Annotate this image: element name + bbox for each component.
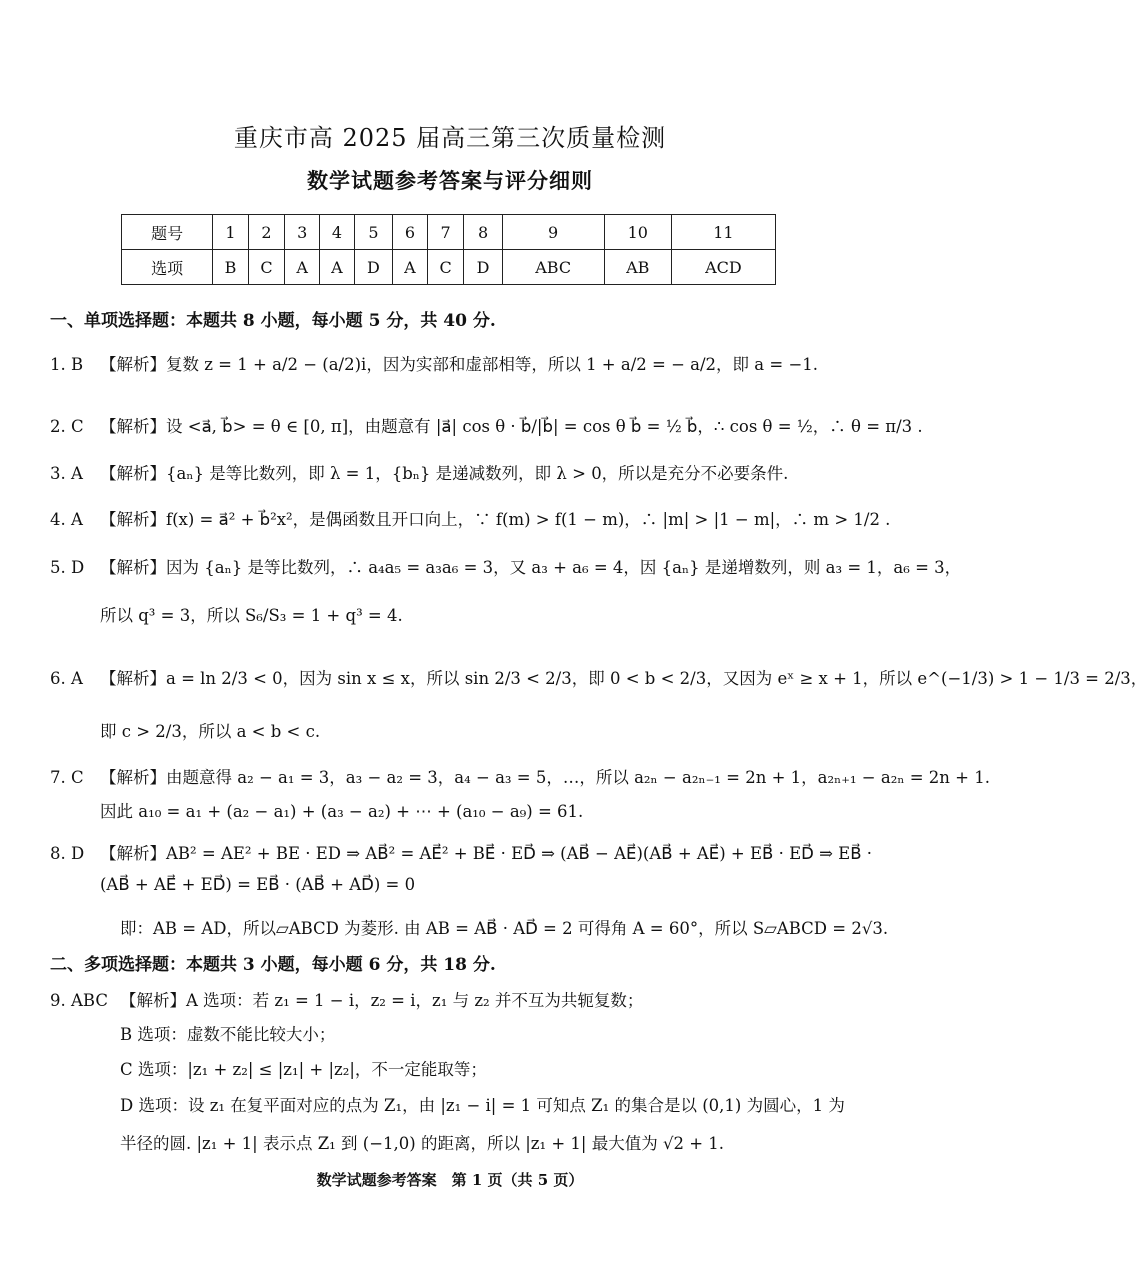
table-header-cell: 题号: [122, 215, 213, 250]
solution-q4: [50, 506, 891, 530]
solution-text: 【解析】由题意得 a₂ − a₁ = 3，a₃ − a₂ = 3，a₄ − a₃ = 5，…，所以 a₂ₙ − a₂ₙ₋₁ = 2n + 1，a₂ₙ₊₁ − a₂ₙ = 2n + 1.: [100, 768, 990, 787]
question-number: 6. A: [50, 669, 83, 688]
solution-q9-option-d: D 选项：设 z₁ 在复平面对应的点为 Z₁，由 |z₁ − i| = 1 可知点 Z₁ 的集合是以 (0,1) 为圆心，1 为: [120, 1096, 845, 1115]
solution-q9-option-c: C 选项：|z₁ + z₂| ≤ |z₁| + |z₂|，不一定能取等；: [120, 1060, 487, 1079]
page-subtitle: 数学试题参考答案与评分细则: [307, 168, 593, 193]
answer-cell: ACD: [671, 250, 775, 285]
solution-text: 【解析】A 选项：若 z₁ = 1 − i，z₂ = i，z₁ 与 z₂ 并不互为共轭复数；: [120, 991, 644, 1010]
question-number-cell: 3: [285, 215, 320, 250]
question-number-cell: 10: [604, 215, 671, 250]
answer-cell: A: [285, 250, 320, 285]
question-number: 2. C: [50, 417, 84, 436]
solution-text: 【解析】复数 z = 1 + a/2 − (a/2)i，因为实部和虚部相等，所以 1 + a/2 = − a/2，即 a = −1.: [100, 355, 819, 374]
question-number-cell: 5: [354, 215, 392, 250]
question-number-cell: 4: [320, 215, 355, 250]
solution-q7: [50, 764, 990, 788]
solution-q9: [50, 987, 855, 1011]
solution-q9-option-d-continued: 半径的圆. |z₁ + 1| 表示点 Z₁ 到 (−1,0) 的距离，所以 |z₁ + 1| 最大值为 √2 + 1.: [120, 1134, 725, 1153]
question-number-cell: 2: [248, 215, 285, 250]
question-number-cell: 9: [502, 215, 604, 250]
answer-cell: A: [320, 250, 355, 285]
question-number: 7. C: [50, 768, 84, 787]
answer-table: [121, 214, 776, 285]
solution-text: 【解析】因为 {aₙ} 是等比数列，∴ a₄a₅ = a₃a₆ = 3，又 a₃ + a₆ = 4，因 {aₙ} 是递增数列，则 a₃ = 1，a₆ = 3，: [100, 558, 962, 577]
solution-q8-continued: (AB⃗ + AE⃗ + ED⃗) = EB⃗ · (AB⃗ + AD⃗) = 0: [100, 875, 416, 894]
solution-q7-continued: 因此 a₁₀ = a₁ + (a₂ − a₁) + (a₃ − a₂) + ⋯ + (a₁₀ − a₉) = 61.: [100, 802, 584, 821]
question-number: 3. A: [50, 464, 83, 483]
solution-q9-option-b: B 选项：虚数不能比较大小；: [120, 1025, 336, 1044]
page-title: 重庆市高 2025 届高三第三次质量检测: [233, 124, 667, 152]
solution-q6: [50, 665, 1147, 689]
table-header-cell: 选项: [122, 250, 213, 285]
answer-table-answer-row: [122, 250, 776, 285]
section-heading-multiple-choice: 二、多项选择题：本题共 3 小题，每小题 6 分，共 18 分.: [50, 955, 496, 975]
answer-cell: C: [248, 250, 285, 285]
question-number: 4. A: [50, 510, 83, 529]
answer-cell: D: [464, 250, 502, 285]
solution-text: 【解析】f(x) = a⃗² + b⃗²x²，是偶函数且开口向上，∵ f(m) > f(1 − m)，∴ |m| > |1 − m|，∴ m > 1/2 .: [100, 510, 891, 529]
question-number: 5. D: [50, 558, 85, 577]
answer-cell: B: [213, 250, 248, 285]
solution-q8-conclusion: 即：AB = AD，所以▱ABCD 为菱形. 由 AB = AB⃗ · AD⃗ = 2 可得角 A = 60°，所以 S▱ABCD = 2√3.: [120, 919, 889, 938]
answer-table-number-row: [122, 215, 776, 250]
solution-text: 【解析】设 <a⃗, b⃗> = θ ∈ [0, π]，由题意有 |a⃗| cos θ · b⃗/|b⃗| = cos θ b⃗ = ½ b⃗，∴ cos θ = ½，∴ θ = π/3 .: [100, 417, 923, 436]
solution-q2: [50, 413, 923, 437]
question-number-cell: 8: [464, 215, 502, 250]
question-number: 1. B: [50, 355, 84, 374]
question-number-cell: 6: [393, 215, 428, 250]
answer-cell: A: [393, 250, 428, 285]
solution-text: 【解析】a = ln 2/3 < 0，因为 sin x ≤ x，所以 sin 2/3 < 2/3，即 0 < b < 2/3，又因为 eˣ ≥ x + 1，所以 e^(−1/3) > 1 − 1/3 = 2/3，: [100, 669, 1147, 688]
answer-cell: D: [354, 250, 392, 285]
section-heading-single-choice: 一、单项选择题：本题共 8 小题，每小题 5 分，共 40 分.: [50, 311, 496, 331]
solution-q5: [50, 554, 962, 578]
page-footer: 数学试题参考答案 第 1 页（共 5 页）: [316, 1171, 584, 1189]
question-number: 9. ABC: [50, 991, 108, 1010]
question-number-cell: 7: [427, 215, 464, 250]
answer-cell: C: [427, 250, 464, 285]
solution-q6-continued: 即 c > 2/3，所以 a < b < c.: [100, 722, 321, 741]
answer-cell: ABC: [502, 250, 604, 285]
solution-q5-continued: 所以 q³ = 3，所以 S₆/S₃ = 1 + q³ = 4.: [100, 606, 403, 625]
answer-cell: AB: [604, 250, 671, 285]
question-number-cell: 11: [671, 215, 775, 250]
solution-q1: [50, 351, 855, 375]
question-number: 8. D: [50, 844, 85, 863]
solution-q3: [50, 460, 855, 484]
solution-text: 【解析】AB² = AE² + BE · ED ⇒ AB⃗² = AE⃗² + BE⃗ · ED⃗ ⇒ (AB⃗ − AE⃗)(AB⃗ + AE⃗) + EB⃗ · ED⃗ ⇒ EB⃗ ·: [100, 844, 873, 863]
solution-q8: [50, 840, 873, 864]
question-number-cell: 1: [213, 215, 248, 250]
solution-text: 【解析】{aₙ} 是等比数列，即 λ = 1，{bₙ} 是递减数列，即 λ > 0，所以是充分不必要条件.: [100, 464, 789, 483]
